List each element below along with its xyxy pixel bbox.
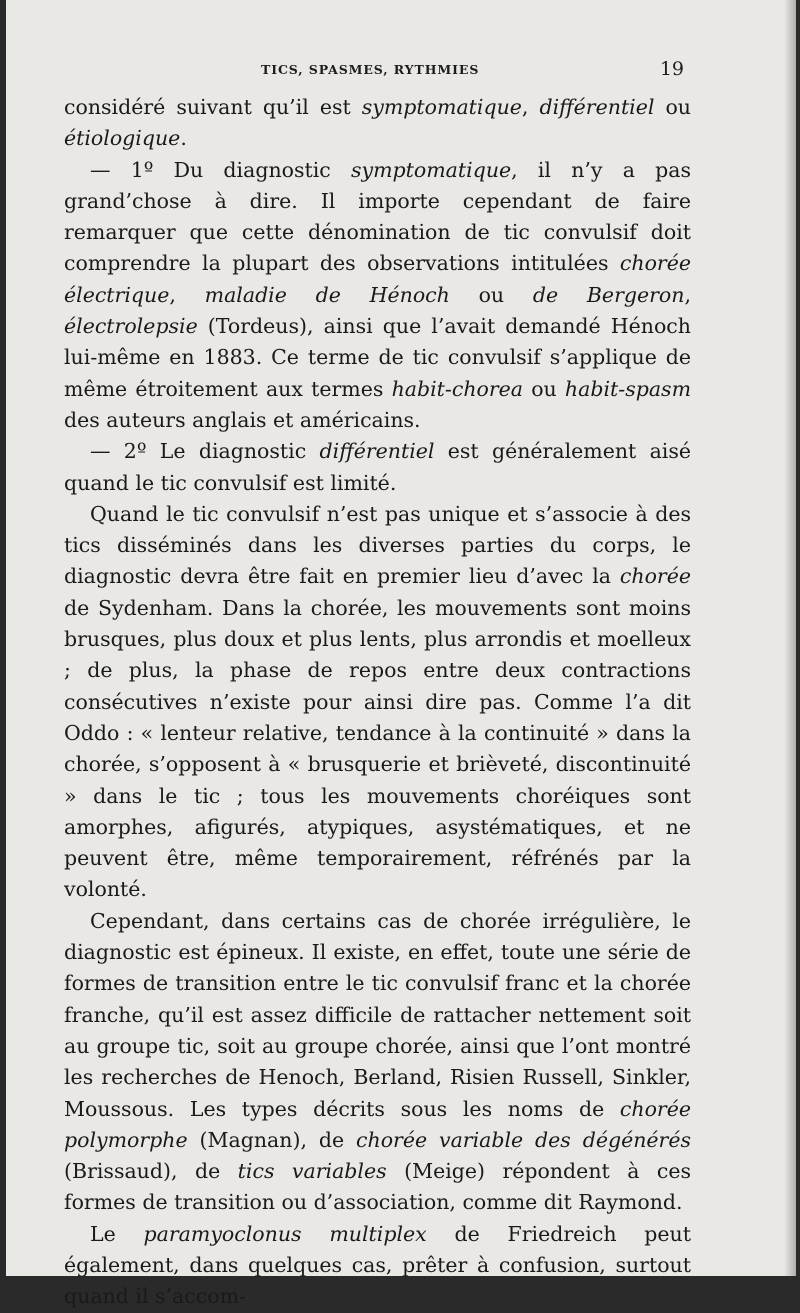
book-page [6,0,796,1309]
italic-text: chorée polymorphe [64,1096,691,1152]
text-run: est généralement aisé quand le tic convulsif est limité. [64,439,692,495]
text-run: (Brissaud), de [64,1159,238,1184]
text-run: ou [523,376,565,401]
text-run: considéré suivant qu’il est [64,95,362,119]
text-run: , il n’y a pas grand’chose à dire. Il importe cependant de faire remarquer que cette dénomination de tic convulsif doit comprendre la plupart des observations intitulées [64,157,691,276]
text-run: de Friedreich peut également, dans quelques cas, prêter à confusion, surtout quand il s’accom- [64,1221,692,1309]
text-run: , [169,282,205,307]
text-run: . [180,126,187,151]
text-run: (Magnan), de [187,1127,357,1152]
italic-text: tics variables [237,1159,387,1184]
text-run: (Tordeus), ainsi que l’avait demandé Hénoch lui-même en 1883. Ce terme de tic convulsif s’applique de même étroitement aux termes [64,314,691,401]
running-title: TICS, SPASMES, RYTHMIES [261,62,480,77]
paragraph [64,906,691,1219]
text-run: — 1º Du diagnostic [90,157,351,182]
italic-text: habit-spasm [564,376,692,401]
italic-text: paramyoclonus multiplex [143,1221,427,1246]
text-run: ou [654,95,691,119]
italic-text: symptomatique [361,95,522,119]
page-header [6,60,796,80]
text-run: des auteurs anglais et américains. [64,407,421,432]
text-run: — 2º Le diagnostic [90,439,320,464]
italic-text: électrolepsie [64,314,198,339]
body-text [64,92,691,1313]
paragraph [64,92,691,155]
text-run: Cependant, dans certains cas de chorée irrégulière, le diagnostic est épineux. Il existe, en effet, toute une série de formes de transition entre le tic convulsif franc et la chorée franche, qu’il est assez difficile de rattacher nettement soit au groupe tic, soit au groupe chorée, ainsi que l’ont montré les recherches de Henoch, Berland, Risien Russell, Sinkler, Moussous. Les types décrits sous les noms de [64,908,691,1121]
italic-text: chorée [619,564,691,589]
italic-text: maladie de Hénoch [204,282,450,307]
text-run: Quand le tic convulsif n’est pas unique et s’associe à des tics disséminés dans les diverses parties du corps, le diagnostic devra être fait en premier lieu d’avec la [64,501,691,589]
text-run: , [521,95,540,119]
text-run: , [684,282,691,307]
text-run: de Sydenham. Dans la chorée, les mouvements sont moins brusques, plus doux et plus lents, plus arrondis et moelleux ; de plus, la phase de repos entre deux contractions consécutives n’existe pour ainsi dire pas. Comme l’a dit Oddo : « lenteur relative, tendance à la continuité » dans la chorée, s’opposent à « brusquerie et brièveté, discontinuité » dans le tic ; tous les mouvements choréiques sont amorphes, afigurés, atypiques, asystématiques, et ne peuvent être, même temporairement, réfrénés par la volonté. [64,595,691,902]
italic-text: chorée variable des dégénérés [356,1127,692,1152]
italic-text: chorée électrique [64,251,691,307]
italic-text: de Bergeron [532,282,685,307]
italic-text: symptomatique [351,157,512,182]
paragraph [64,155,691,437]
italic-text: différentiel [539,95,655,119]
italic-text: habit-chorea [391,376,524,401]
paragraph [64,499,691,906]
text-run: Le [90,1221,144,1246]
italic-text: différentiel [319,439,435,464]
page-number: 19 [659,58,684,80]
text-run: (Meige) répondent à ces formes de transition ou d’association, comme dit Raymond. [64,1159,691,1215]
paragraph [64,436,691,499]
text-run: ou [449,282,533,307]
page-edge-shadow [784,0,796,1276]
paragraph [64,1219,691,1313]
italic-text: étiologique [64,126,181,151]
